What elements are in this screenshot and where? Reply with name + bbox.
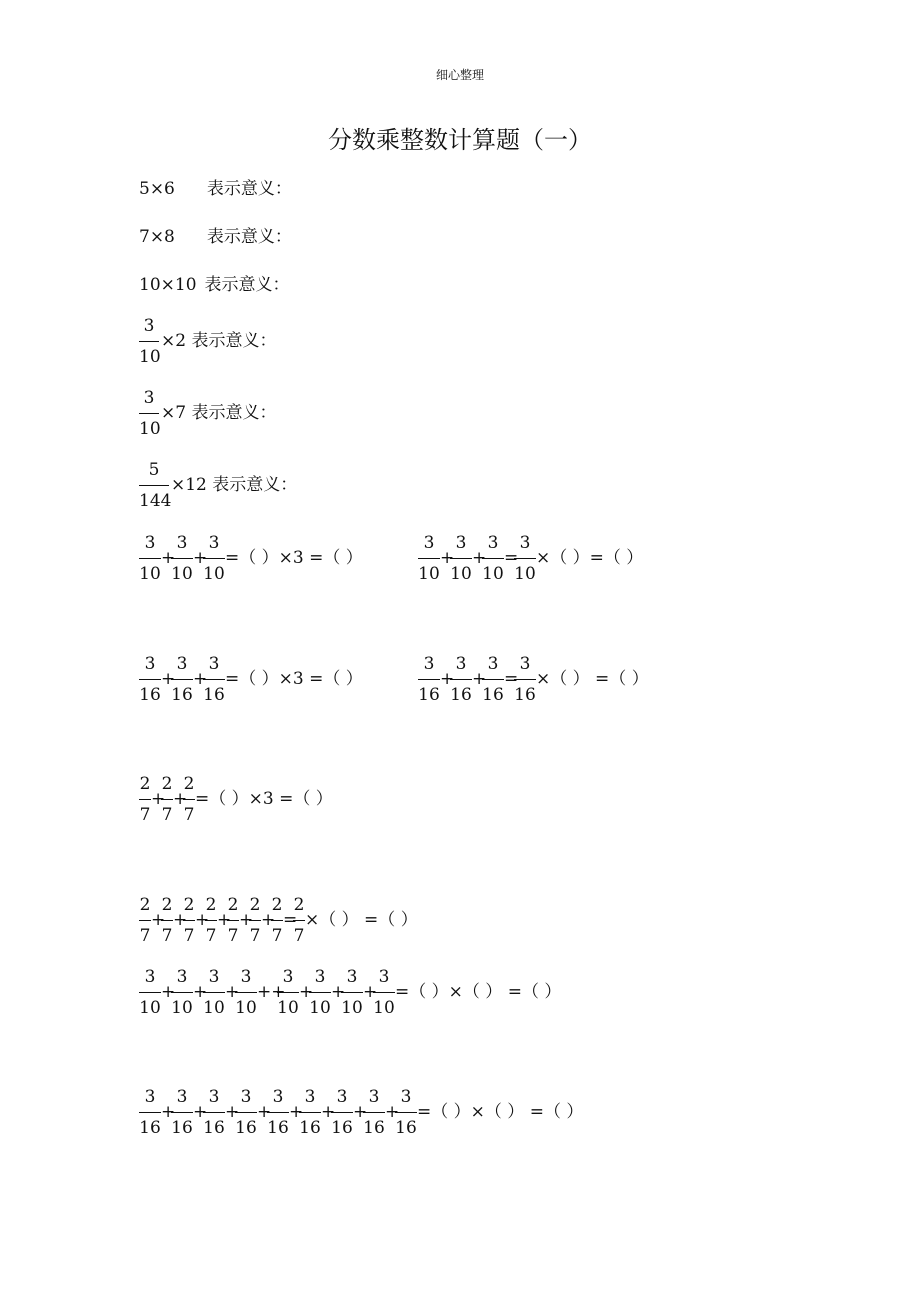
denominator: 10 bbox=[139, 998, 161, 1018]
denominator: 7 bbox=[183, 926, 195, 946]
answer-blanks: =（ ）×3 =（ ） bbox=[195, 789, 333, 809]
fraction-bar bbox=[203, 992, 225, 993]
operator: + bbox=[299, 982, 314, 1002]
answer-blanks: ×（ ） =（ ） bbox=[536, 669, 649, 689]
fraction-bar bbox=[418, 558, 440, 559]
fraction-bar bbox=[309, 992, 331, 993]
meaning-expression: ×12 表示意义： bbox=[171, 475, 298, 495]
fraction-bar bbox=[482, 679, 504, 680]
answer-blanks: ×（ ）=（ ） bbox=[536, 548, 644, 568]
fraction-bar bbox=[183, 799, 195, 800]
numerator: 3 bbox=[144, 1087, 156, 1107]
numerator: 3 bbox=[400, 1087, 412, 1107]
fraction bbox=[203, 1087, 225, 1139]
operator: + bbox=[472, 548, 487, 568]
numerator: 2 bbox=[227, 895, 239, 915]
answer-blanks: =（ ）×（ ） =（ ） bbox=[417, 1102, 584, 1122]
multiplication-expression: 10×10 bbox=[139, 275, 197, 295]
denominator: 16 bbox=[482, 685, 504, 705]
denominator: 10 bbox=[171, 564, 193, 584]
fraction-bar bbox=[514, 558, 536, 559]
fraction bbox=[139, 533, 161, 585]
numerator: 2 bbox=[293, 895, 305, 915]
denominator: 10 bbox=[203, 564, 225, 584]
answer-blanks: =（ ）×（ ） =（ ） bbox=[395, 982, 562, 1002]
denominator: 10 bbox=[171, 998, 193, 1018]
fraction bbox=[139, 895, 151, 947]
fraction bbox=[271, 895, 283, 947]
fraction bbox=[183, 895, 195, 947]
multiplication-expression: 5×6 bbox=[139, 179, 175, 199]
fraction-bar bbox=[139, 558, 161, 559]
fraction-bar bbox=[139, 992, 161, 993]
numerator: 3 bbox=[176, 654, 188, 674]
numerator: 3 bbox=[423, 654, 435, 674]
numerator: 3 bbox=[519, 654, 531, 674]
meaning-line bbox=[139, 270, 290, 295]
numerator: 3 bbox=[143, 388, 155, 408]
operator: + bbox=[440, 548, 455, 568]
fraction-bar bbox=[373, 992, 395, 993]
operator: + bbox=[193, 1102, 208, 1122]
numerator: 3 bbox=[240, 967, 252, 987]
fraction-bar bbox=[171, 558, 193, 559]
operator: + bbox=[289, 1102, 304, 1122]
denominator: 16 bbox=[267, 1118, 289, 1138]
operator: ++ bbox=[257, 982, 286, 1002]
fraction-bar bbox=[249, 920, 261, 921]
fraction bbox=[171, 654, 193, 706]
denominator: 10 bbox=[514, 564, 536, 584]
fraction bbox=[139, 654, 161, 706]
fraction-bar bbox=[203, 679, 225, 680]
denominator: 16 bbox=[395, 1118, 417, 1138]
fraction bbox=[139, 774, 151, 826]
meaning-expression: ×7 表示意义： bbox=[161, 403, 277, 423]
denominator: 10 bbox=[418, 564, 440, 584]
fraction bbox=[277, 967, 299, 1019]
numerator: 3 bbox=[336, 1087, 348, 1107]
fraction-bar bbox=[341, 992, 363, 993]
denominator: 16 bbox=[235, 1118, 257, 1138]
fraction bbox=[482, 533, 504, 585]
fraction-bar bbox=[139, 799, 151, 800]
denominator: 10 bbox=[139, 419, 161, 439]
denominator: 16 bbox=[139, 685, 161, 705]
fraction-bar bbox=[171, 992, 193, 993]
fraction-bar bbox=[161, 920, 173, 921]
denominator: 7 bbox=[271, 926, 283, 946]
denominator: 10 bbox=[450, 564, 472, 584]
numerator: 3 bbox=[455, 533, 467, 553]
denominator: 10 bbox=[309, 998, 331, 1018]
operator: + bbox=[257, 1102, 272, 1122]
denominator: 7 bbox=[161, 805, 173, 825]
fraction bbox=[363, 1087, 385, 1139]
fraction bbox=[171, 1087, 193, 1139]
fraction bbox=[139, 460, 172, 512]
numerator: 2 bbox=[183, 895, 195, 915]
denominator: 7 bbox=[139, 805, 151, 825]
denominator: 7 bbox=[161, 926, 173, 946]
answer-blanks: =（ ）×3 =（ ） bbox=[225, 548, 363, 568]
numerator: 3 bbox=[208, 1087, 220, 1107]
denominator: 144 bbox=[139, 491, 172, 511]
denominator: 10 bbox=[235, 998, 257, 1018]
operator: + bbox=[363, 982, 378, 1002]
fraction bbox=[418, 533, 440, 585]
operator: + bbox=[195, 910, 210, 930]
fraction-bar bbox=[514, 679, 536, 680]
fraction-bar bbox=[235, 1112, 257, 1113]
numerator: 3 bbox=[368, 1087, 380, 1107]
fraction bbox=[183, 774, 195, 826]
operator: + bbox=[239, 910, 254, 930]
meaning-line bbox=[139, 222, 292, 247]
numerator: 5 bbox=[148, 460, 160, 480]
fraction bbox=[373, 967, 395, 1019]
fraction bbox=[205, 895, 217, 947]
numerator: 3 bbox=[519, 533, 531, 553]
denominator: 16 bbox=[203, 1118, 225, 1138]
meaning-expression: ×2 表示意义： bbox=[161, 331, 277, 351]
denominator: 16 bbox=[418, 685, 440, 705]
numerator: 2 bbox=[139, 774, 151, 794]
fraction-bar bbox=[161, 799, 173, 800]
operator: + bbox=[353, 1102, 368, 1122]
fraction bbox=[418, 654, 440, 706]
denominator: 10 bbox=[139, 564, 161, 584]
fraction bbox=[331, 1087, 353, 1139]
fraction bbox=[139, 388, 159, 440]
fraction-bar bbox=[171, 679, 193, 680]
fraction-bar bbox=[450, 558, 472, 559]
denominator: 7 bbox=[139, 926, 151, 946]
numerator: 3 bbox=[144, 654, 156, 674]
denominator: 10 bbox=[203, 998, 225, 1018]
numerator: 3 bbox=[423, 533, 435, 553]
operator: + bbox=[331, 982, 346, 1002]
numerator: 3 bbox=[378, 967, 390, 987]
denominator: 7 bbox=[249, 926, 261, 946]
fraction bbox=[249, 895, 261, 947]
fraction bbox=[450, 533, 472, 585]
denominator: 7 bbox=[293, 926, 305, 946]
numerator: 3 bbox=[176, 1087, 188, 1107]
numerator: 3 bbox=[240, 1087, 252, 1107]
denominator: 7 bbox=[227, 926, 239, 946]
meaning-label: 表示意义： bbox=[206, 179, 292, 199]
fraction bbox=[299, 1087, 321, 1139]
fraction bbox=[227, 895, 239, 947]
fraction-bar bbox=[183, 920, 195, 921]
fraction bbox=[171, 967, 193, 1019]
operator: + bbox=[161, 982, 176, 1002]
operator: = bbox=[504, 548, 519, 568]
fraction-bar bbox=[203, 558, 225, 559]
operator: + bbox=[193, 982, 208, 1002]
multiplication-expression: 7×8 bbox=[139, 227, 175, 247]
denominator: 16 bbox=[514, 685, 536, 705]
numerator: 3 bbox=[176, 967, 188, 987]
operator: + bbox=[217, 910, 232, 930]
denominator: 16 bbox=[299, 1118, 321, 1138]
operator: + bbox=[161, 548, 176, 568]
denominator: 16 bbox=[139, 1118, 161, 1138]
operator: + bbox=[225, 1102, 240, 1122]
operator: + bbox=[472, 669, 487, 689]
numerator: 3 bbox=[346, 967, 358, 987]
fraction bbox=[235, 967, 257, 1019]
fraction-bar bbox=[293, 920, 305, 921]
numerator: 2 bbox=[161, 774, 173, 794]
denominator: 16 bbox=[363, 1118, 385, 1138]
fraction-bar bbox=[395, 1112, 417, 1113]
fraction-bar bbox=[418, 679, 440, 680]
operator: + bbox=[161, 669, 176, 689]
fraction-bar bbox=[331, 1112, 353, 1113]
fraction bbox=[203, 533, 225, 585]
fraction-bar bbox=[277, 992, 299, 993]
numerator: 3 bbox=[143, 316, 155, 336]
fraction bbox=[450, 654, 472, 706]
fraction bbox=[161, 895, 173, 947]
numerator: 3 bbox=[272, 1087, 284, 1107]
meaning-line bbox=[139, 174, 292, 199]
operator: + bbox=[193, 669, 208, 689]
fraction bbox=[395, 1087, 417, 1139]
fraction-bar bbox=[139, 679, 161, 680]
numerator: 3 bbox=[304, 1087, 316, 1107]
numerator: 3 bbox=[208, 654, 220, 674]
meaning-label: 表示意义： bbox=[206, 227, 292, 247]
numerator: 3 bbox=[314, 967, 326, 987]
operator: = bbox=[283, 910, 298, 930]
fraction bbox=[139, 1087, 161, 1139]
denominator: 7 bbox=[205, 926, 217, 946]
numerator: 3 bbox=[487, 654, 499, 674]
fraction-bar bbox=[267, 1112, 289, 1113]
operator: + bbox=[193, 548, 208, 568]
fraction-bar bbox=[450, 679, 472, 680]
numerator: 2 bbox=[249, 895, 261, 915]
operator: + bbox=[151, 789, 166, 809]
operator: + bbox=[161, 1102, 176, 1122]
numerator: 3 bbox=[282, 967, 294, 987]
operator: + bbox=[261, 910, 276, 930]
fraction-bar bbox=[203, 1112, 225, 1113]
numerator: 2 bbox=[139, 895, 151, 915]
numerator: 3 bbox=[487, 533, 499, 553]
page-title: 分数乘整数计算题（一） bbox=[328, 126, 592, 154]
operator: = bbox=[504, 669, 519, 689]
fraction bbox=[139, 967, 161, 1019]
numerator: 2 bbox=[271, 895, 283, 915]
denominator: 16 bbox=[331, 1118, 353, 1138]
fraction-bar bbox=[235, 992, 257, 993]
page-header: 细心整理 bbox=[435, 68, 484, 82]
fraction-bar bbox=[205, 920, 217, 921]
operator: + bbox=[225, 982, 240, 1002]
operator: + bbox=[440, 669, 455, 689]
fraction bbox=[293, 895, 305, 947]
operator: + bbox=[385, 1102, 400, 1122]
numerator: 3 bbox=[208, 967, 220, 987]
fraction-bar bbox=[227, 920, 239, 921]
denominator: 10 bbox=[139, 347, 161, 367]
numerator: 3 bbox=[455, 654, 467, 674]
fraction bbox=[267, 1087, 289, 1139]
numerator: 3 bbox=[176, 533, 188, 553]
fraction-bar bbox=[139, 341, 159, 342]
denominator: 10 bbox=[373, 998, 395, 1018]
operator: + bbox=[321, 1102, 336, 1122]
fraction bbox=[482, 654, 504, 706]
numerator: 3 bbox=[144, 967, 156, 987]
denominator: 16 bbox=[171, 685, 193, 705]
numerator: 2 bbox=[161, 895, 173, 915]
fraction bbox=[161, 774, 173, 826]
fraction-bar bbox=[139, 413, 159, 414]
fraction bbox=[309, 967, 331, 1019]
fraction-bar bbox=[363, 1112, 385, 1113]
fraction bbox=[514, 533, 536, 585]
denominator: 16 bbox=[203, 685, 225, 705]
numerator: 2 bbox=[205, 895, 217, 915]
fraction bbox=[235, 1087, 257, 1139]
denominator: 10 bbox=[277, 998, 299, 1018]
operator: + bbox=[173, 789, 188, 809]
fraction-bar bbox=[171, 1112, 193, 1113]
denominator: 16 bbox=[450, 685, 472, 705]
fraction-bar bbox=[139, 485, 169, 486]
fraction bbox=[341, 967, 363, 1019]
fraction-bar bbox=[271, 920, 283, 921]
answer-blanks: ×（ ） =（ ） bbox=[305, 910, 418, 930]
operator: + bbox=[151, 910, 166, 930]
denominator: 10 bbox=[341, 998, 363, 1018]
answer-blanks: =（ ）×3 =（ ） bbox=[225, 669, 363, 689]
denominator: 10 bbox=[482, 564, 504, 584]
denominator: 7 bbox=[183, 805, 195, 825]
fraction-bar bbox=[139, 920, 151, 921]
fraction bbox=[203, 967, 225, 1019]
fraction bbox=[171, 533, 193, 585]
fraction-bar bbox=[299, 1112, 321, 1113]
meaning-label: 表示意义： bbox=[204, 275, 290, 295]
fraction bbox=[514, 654, 536, 706]
fraction bbox=[139, 316, 159, 368]
denominator: 16 bbox=[171, 1118, 193, 1138]
fraction-bar bbox=[482, 558, 504, 559]
fraction-bar bbox=[139, 1112, 161, 1113]
operator: + bbox=[173, 910, 188, 930]
numerator: 2 bbox=[183, 774, 195, 794]
numerator: 3 bbox=[144, 533, 156, 553]
fraction bbox=[203, 654, 225, 706]
numerator: 3 bbox=[208, 533, 220, 553]
